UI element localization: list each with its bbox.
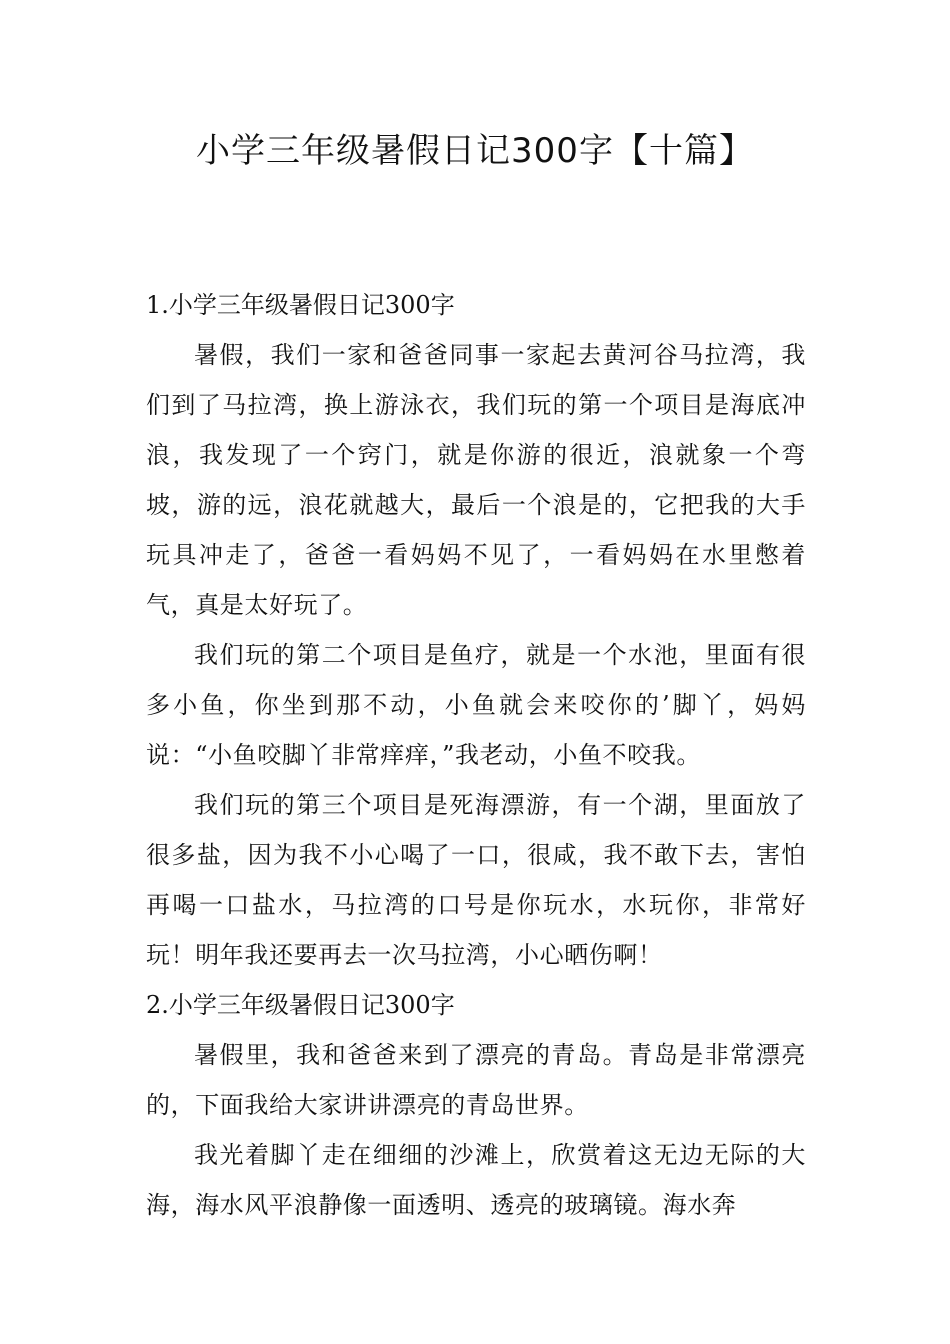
diary-section-2: [146, 980, 806, 1230]
section-heading: 1.小学三年级暑假日记300字: [146, 291, 455, 319]
paragraph: 我们玩的第三个项目是死海漂游，有一个湖，里面放了很多盐，因为我不小心喝了一口，很咸，我不敢下去，害怕再喝一口盐水，马拉湾的口号是你玩水，水玩你，非常好玩！明年我还要再去一次马拉湾，小心晒伤啊！: [146, 791, 806, 969]
paragraph: 暑假，我们一家和爸爸同事一家起去黄河谷马拉湾，我们到了马拉湾，换上游泳衣，我们玩的第一个项目是海底冲浪，我发现了一个窍门，就是你游的很近，浪就象一个弯坡，游的远，浪花就越大，最后一个浪是的，它把我的大手玩具冲走了，爸爸一看妈妈不见了，一看妈妈在水里憋着气，真是太好玩了。: [146, 341, 806, 619]
paragraph: 我们玩的第二个项目是鱼疗，就是一个水池，里面有很多小鱼，你坐到那不动，小鱼就会来咬你的’脚丫，妈妈说：“小鱼咬脚丫非常痒痒，”我老动，小鱼不咬我。: [146, 641, 806, 769]
section-heading: 2.小学三年级暑假日记300字: [146, 991, 455, 1019]
diary-section-1: [146, 280, 806, 980]
document-body: [146, 280, 806, 1230]
paragraph: 暑假里，我和爸爸来到了漂亮的青岛。青岛是非常漂亮的，下面我给大家讲讲漂亮的青岛世界。: [146, 1041, 806, 1119]
paragraph: 我光着脚丫走在细细的沙滩上，欣赏着这无边无际的大海，海水风平浪静像一面透明、透亮的玻璃镜。海水奔: [146, 1141, 806, 1219]
document-title: 小学三年级暑假日记300字【十篇】: [196, 131, 754, 171]
